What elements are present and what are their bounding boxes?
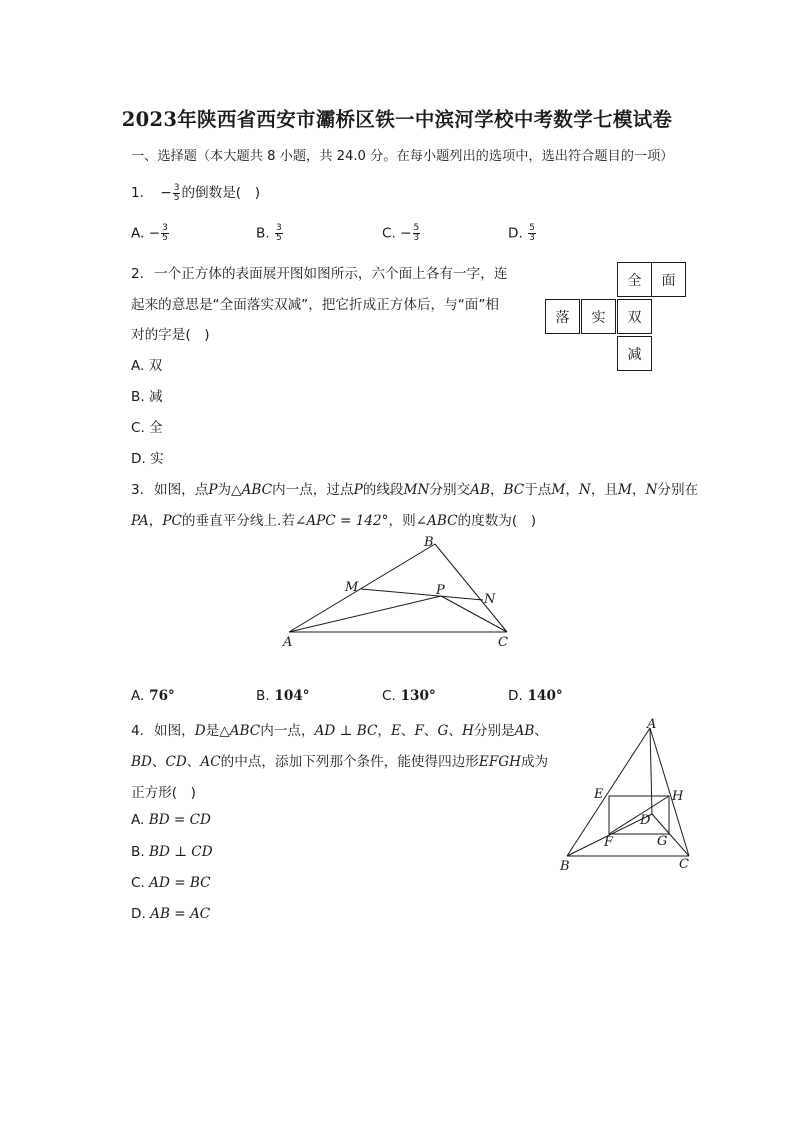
- q4-option-c[interactable]: C. AD = BC: [131, 875, 211, 891]
- label-p: P: [436, 583, 445, 598]
- section-header: 一、选择题（本大题共 8 小题，共 24.0 分。在每小题列出的选项中，选出符合题目的一项）: [131, 149, 674, 164]
- q3-option-b[interactable]: B. 104°: [256, 688, 310, 704]
- label-b: B: [424, 535, 434, 550]
- question-2-line-1: 2. 一个正方体的表面展开图如图所示，六个面上各有一字，连: [131, 266, 508, 282]
- triangle-figure-q4: [555, 718, 700, 878]
- sign: −: [160, 185, 172, 201]
- label-a: A: [647, 718, 657, 732]
- q1-option-b[interactable]: B. $\frac{3}{5}$: [256, 223, 282, 243]
- question-text: 的倒数是( ): [181, 185, 261, 201]
- q2-option-a[interactable]: A. 双: [131, 358, 163, 374]
- label-d: D: [640, 813, 651, 828]
- label-m: M: [345, 580, 359, 595]
- q3-option-c[interactable]: C. 130°: [382, 688, 436, 704]
- question-3-line-2: PA，PC的垂直平分线上.若∠APC = 142°，则∠ABC的度数为( ): [131, 513, 537, 529]
- label-c: C: [679, 857, 689, 872]
- q4-option-b[interactable]: B. BD ⊥ CD: [131, 844, 213, 860]
- q4-option-a[interactable]: A. BD = CD: [131, 812, 211, 828]
- net-cell: 面: [651, 262, 686, 297]
- label-f: F: [604, 835, 614, 850]
- segment-bc: [435, 544, 507, 632]
- question-3-line-1: 3. 如图，点P为△ABC内一点，过点P的线段MN分别交AB，BC于点M，N，且M，N分别在: [131, 482, 699, 498]
- q3-option-a[interactable]: A. 76°: [131, 688, 175, 704]
- q1-option-c[interactable]: C. − $\frac{5}{3}$: [382, 223, 420, 243]
- question-4-line-3: 正方形( ): [131, 785, 196, 801]
- net-cell: 落: [545, 299, 580, 334]
- q1-option-d[interactable]: D. $\frac{5}{3}$: [508, 223, 535, 243]
- segment-pc: [441, 596, 507, 632]
- segment-ap: [289, 596, 441, 632]
- label-e: E: [594, 787, 604, 802]
- net-cell: 双: [617, 299, 652, 334]
- net-cell: 实: [581, 299, 616, 334]
- net-cell: 全: [617, 262, 652, 297]
- q2-option-b[interactable]: B. 减: [131, 389, 163, 405]
- triangle-figure-q3: [270, 530, 530, 655]
- q1-option-a[interactable]: A. − $\frac{3}{5}$: [131, 223, 168, 243]
- fraction: $\frac{3}{5}$: [173, 182, 180, 203]
- label-a: A: [283, 635, 293, 650]
- question-4-line-1: 4. 如图，D是△ABC内一点，AD ⊥ BC，E、F、G、H分别是AB、: [131, 723, 549, 739]
- label-h: H: [672, 789, 684, 804]
- question-2-line-3: 对的字是( ): [131, 327, 210, 343]
- label-c: C: [498, 635, 508, 650]
- net-cell: 减: [617, 336, 652, 371]
- label-n: N: [484, 592, 496, 607]
- label-b: B: [560, 859, 570, 874]
- question-number: 1.: [131, 185, 144, 201]
- segment-ab: [289, 544, 435, 632]
- page-title: 2023年陕西省西安市灞桥区铁一中滨河学校中考数学七模试卷: [121, 108, 673, 131]
- segment-ad: [650, 728, 652, 814]
- question-4-line-2: BD、CD、AC的中点，添加下列那个条件，能使得四边形EFGH成为: [131, 754, 549, 770]
- q2-option-d[interactable]: D. 实: [131, 451, 164, 467]
- label-g: G: [657, 834, 668, 849]
- segment-fh-partial: [609, 796, 669, 834]
- question-1: [131, 181, 260, 203]
- q4-option-d[interactable]: D. AB = AC: [131, 906, 211, 922]
- q2-option-c[interactable]: C. 全: [131, 420, 163, 436]
- q3-option-d[interactable]: D. 140°: [508, 688, 563, 704]
- question-2-line-2: 起来的意思是“全面落实双减”，把它折成正方体后，与“面”相: [131, 297, 500, 313]
- segment-mn: [361, 589, 483, 600]
